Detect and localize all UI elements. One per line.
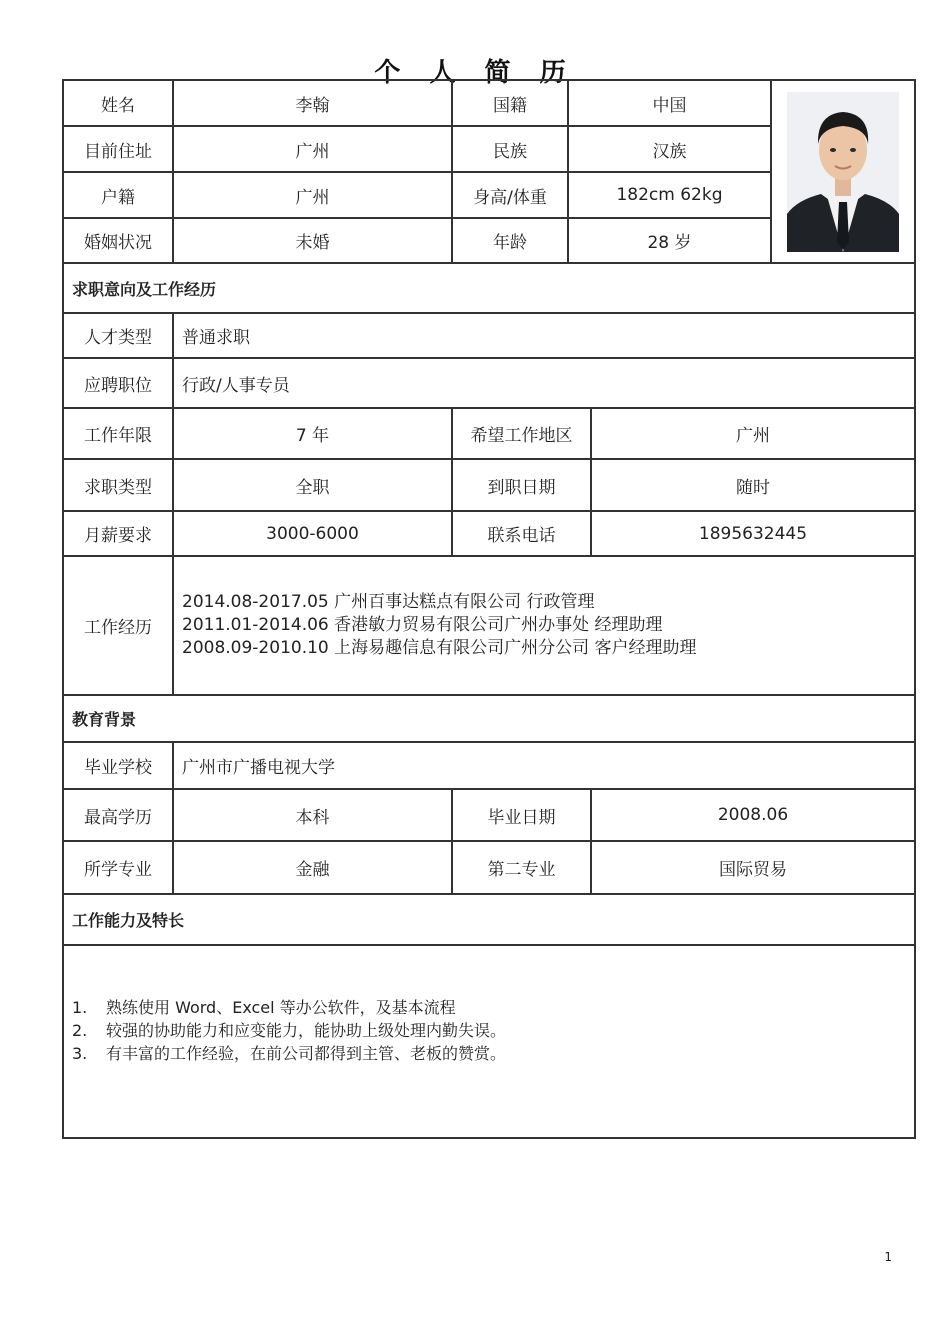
graduation-date-label: 毕业日期 — [451, 788, 592, 842]
skill-item — [72, 996, 914, 1019]
years-value: 7 年 — [172, 407, 453, 460]
work-history-list — [172, 555, 916, 696]
photo-cell — [770, 79, 916, 264]
second-major-value: 国际贸易 — [590, 840, 916, 895]
work-history-item: 2008.09-2010.10 上海易趣信息有限公司广州分公司 客户经理助理 — [182, 638, 697, 658]
job-section-title: 求职意向及工作经历 — [62, 262, 916, 314]
skill-number: 2. — [72, 1021, 88, 1040]
age-value: 28 岁 — [567, 217, 772, 264]
school-value: 广州市广播电视大学 — [172, 741, 916, 790]
skill-number: 1. — [72, 998, 88, 1017]
page-title: 个 人 简 历 — [374, 58, 576, 88]
age-label: 年龄 — [451, 217, 569, 264]
school-label: 毕业学校 — [62, 741, 174, 790]
skill-item — [72, 1019, 914, 1042]
nationality-label: 国籍 — [451, 79, 569, 127]
education-section-title: 教育背景 — [62, 694, 916, 743]
work-history-item: 2014.08-2017.05 广州百事达糕点有限公司 行政管理 — [182, 592, 595, 612]
skill-number: 3. — [72, 1044, 88, 1063]
phone-label: 联系电话 — [451, 510, 592, 557]
start-date-value: 随时 — [590, 458, 916, 512]
work-history-item: 2011.01-2014.06 香港敏力贸易有限公司广州办事处 经理助理 — [182, 615, 663, 635]
talent-type-value: 普通求职 — [172, 312, 916, 359]
position-value: 行政/人事专员 — [172, 357, 916, 409]
name-value: 李翰 — [172, 79, 453, 127]
years-label: 工作年限 — [62, 407, 174, 460]
work-history-label: 工作经历 — [62, 555, 174, 696]
hukou-value: 广州 — [172, 171, 453, 219]
degree-value: 本科 — [172, 788, 453, 842]
address-value: 广州 — [172, 125, 453, 173]
salary-label: 月薪要求 — [62, 510, 174, 557]
skill-item — [72, 1042, 914, 1065]
start-date-label: 到职日期 — [451, 458, 592, 512]
major-label: 所学专业 — [62, 840, 174, 895]
skill-text: 熟练使用 Word、Excel 等办公软件，及基本流程 — [106, 998, 456, 1017]
skills-section-title: 工作能力及特长 — [62, 893, 916, 946]
height-weight-label: 身高/体重 — [451, 171, 569, 219]
major-value: 金融 — [172, 840, 453, 895]
skills-list — [62, 944, 916, 1139]
hukou-label: 户籍 — [62, 171, 174, 219]
marital-value: 未婚 — [172, 217, 453, 264]
marital-label: 婚姻状况 — [62, 217, 174, 264]
graduation-date-value: 2008.06 — [590, 788, 916, 842]
name-label: 姓名 — [62, 79, 174, 127]
position-label: 应聘职位 — [62, 357, 174, 409]
ethnicity-label: 民族 — [451, 125, 569, 173]
job-type-label: 求职类型 — [62, 458, 174, 512]
height-weight-value: 182cm 62kg — [567, 171, 772, 219]
profile-photo — [787, 92, 899, 252]
area-label: 希望工作地区 — [451, 407, 592, 460]
job-type-value: 全职 — [172, 458, 453, 512]
salary-value: 3000-6000 — [172, 510, 453, 557]
phone-value: 1895632445 — [590, 510, 916, 557]
nationality-value: 中国 — [567, 79, 772, 127]
address-label: 目前住址 — [62, 125, 174, 173]
skill-text: 较强的协助能力和应变能力，能协助上级处理内勤失误。 — [106, 1021, 507, 1040]
ethnicity-value: 汉族 — [567, 125, 772, 173]
degree-label: 最高学历 — [62, 788, 174, 842]
talent-type-label: 人才类型 — [62, 312, 174, 359]
second-major-label: 第二专业 — [451, 840, 592, 895]
area-value: 广州 — [590, 407, 916, 460]
page-number: 1 — [884, 1250, 892, 1264]
skill-text: 有丰富的工作经验，在前公司都得到主管、老板的赞赏。 — [106, 1044, 507, 1063]
